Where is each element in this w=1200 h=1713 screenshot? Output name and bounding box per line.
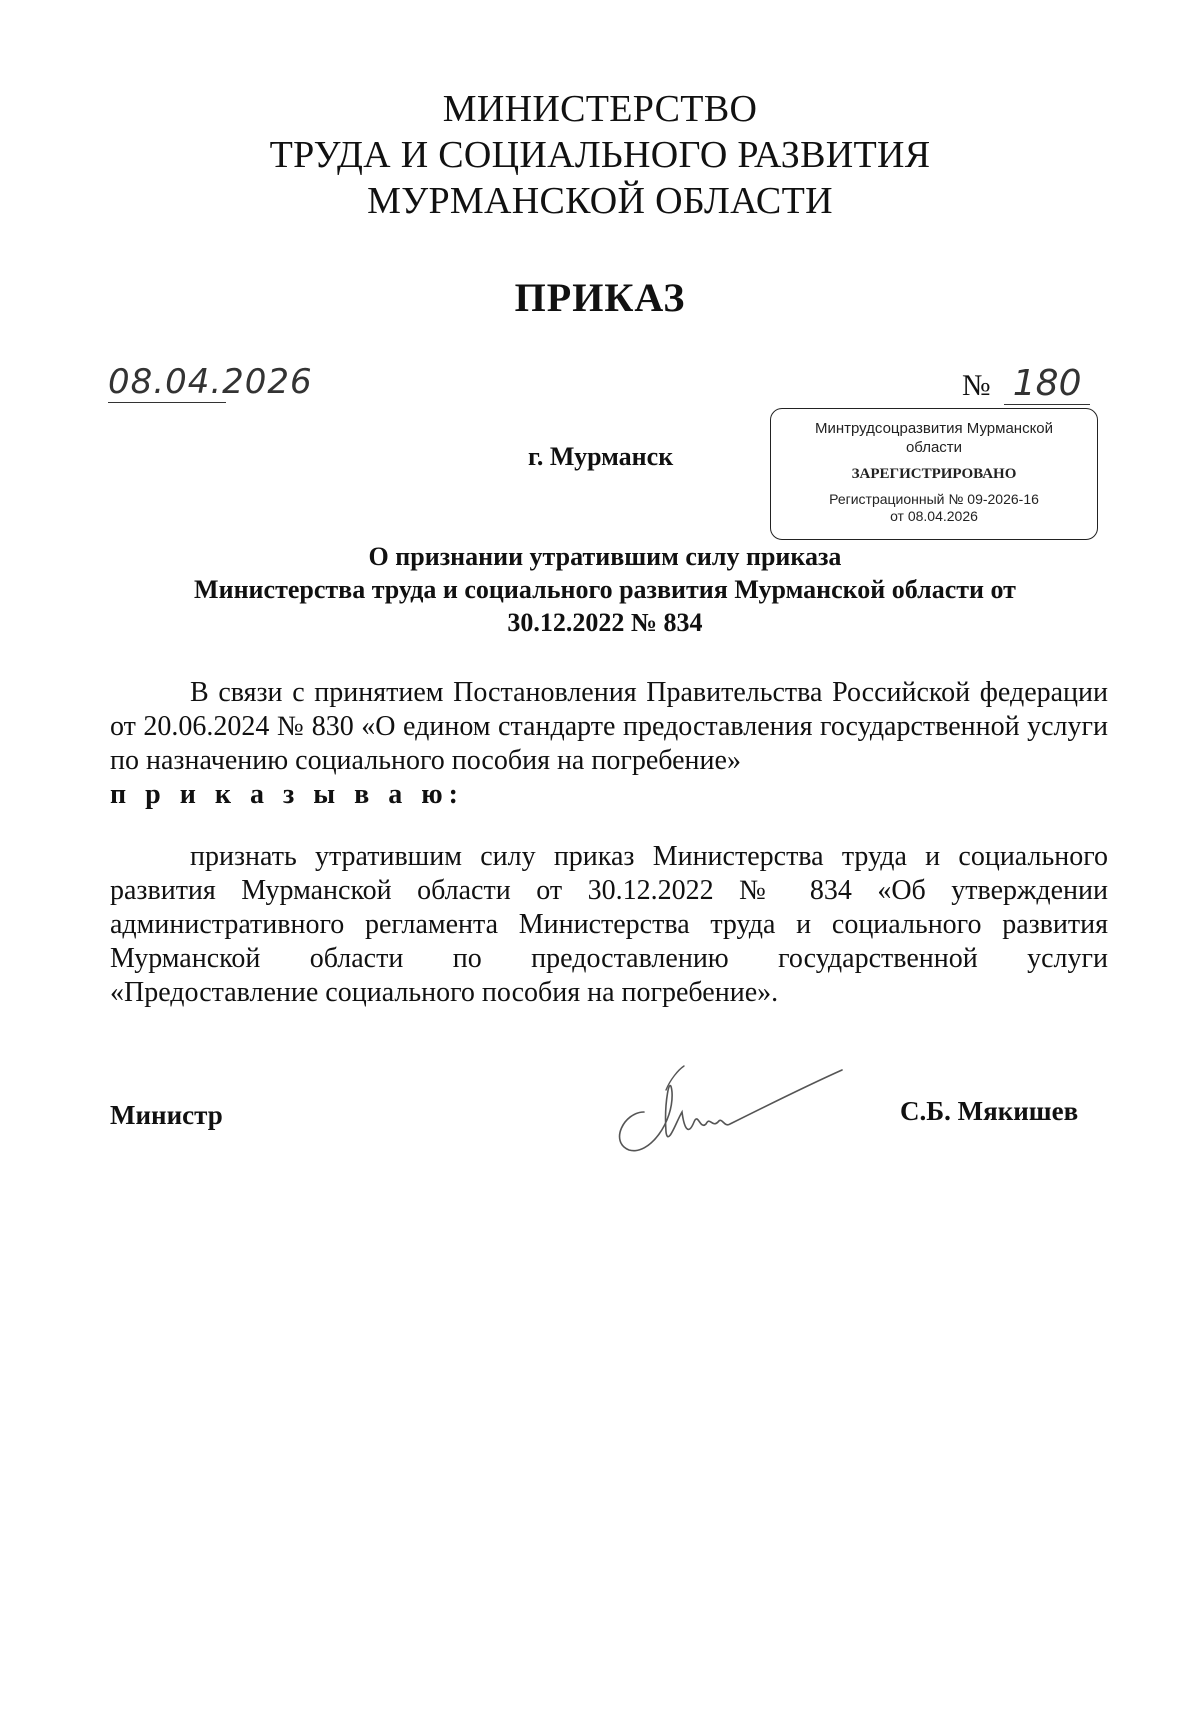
ministry-line: МИНИСТЕРСТВО <box>442 88 758 130</box>
stamp-reg-date: от 08.04.2026 <box>890 508 978 524</box>
signatory-role: Министр <box>110 1100 223 1130</box>
signatory-name: С.Б. Мякишев <box>900 1096 1079 1126</box>
subject-line: Министерства труда и социального развития Мурманской области от <box>194 575 1016 604</box>
preamble <box>110 676 1108 812</box>
order-number-block <box>962 364 1090 405</box>
subject-line: О признании утратившим силу приказа <box>368 542 842 571</box>
registration-stamp <box>770 408 1098 540</box>
operative-paragraph: признать утратившим силу приказ Министерства труда и социального развития Мурманской области от 30.12.2022 № 834 «Об утверждении административного регламента Министерства труда и социального развития Мурманской области по предоставлению государственной услуги «Предоставление социального пособия на погребение». <box>110 841 1108 1008</box>
city-name: г. Мурманск <box>528 442 674 471</box>
stamp-status: ЗАРЕГИСТРИРОВАНО <box>851 466 1017 482</box>
handwritten-signature <box>604 1052 844 1162</box>
document-type-title: ПРИКАЗ <box>514 275 686 320</box>
ministry-line: МУРМАНСКОЙ ОБЛАСТИ <box>367 180 833 222</box>
number-sign: № <box>962 369 991 402</box>
ministry-line: ТРУДА И СОЦИАЛЬНОГО РАЗВИТИЯ <box>269 134 931 176</box>
order-date: 08.04.2026 <box>108 362 313 402</box>
subject-line: 30.12.2022 № 834 <box>507 608 703 637</box>
stamp-reg-number: Регистрационный № 09-2026-16 <box>829 491 1039 507</box>
preamble-text: В связи с принятием Постановления Правительства Российской федерации от 20.06.2024 № 830 «О едином стандарте предоставления государственной услуги по назначению социального пособия на погребение» <box>110 677 1108 776</box>
order-subject <box>110 540 1100 639</box>
stamp-organization: Минтрудсоцразвития Мурманской области <box>814 420 1054 456</box>
ministry-header <box>0 86 1200 224</box>
order-number: 180 <box>1004 364 1090 405</box>
decree-word: п р и к а з ы в а ю: <box>110 779 464 810</box>
